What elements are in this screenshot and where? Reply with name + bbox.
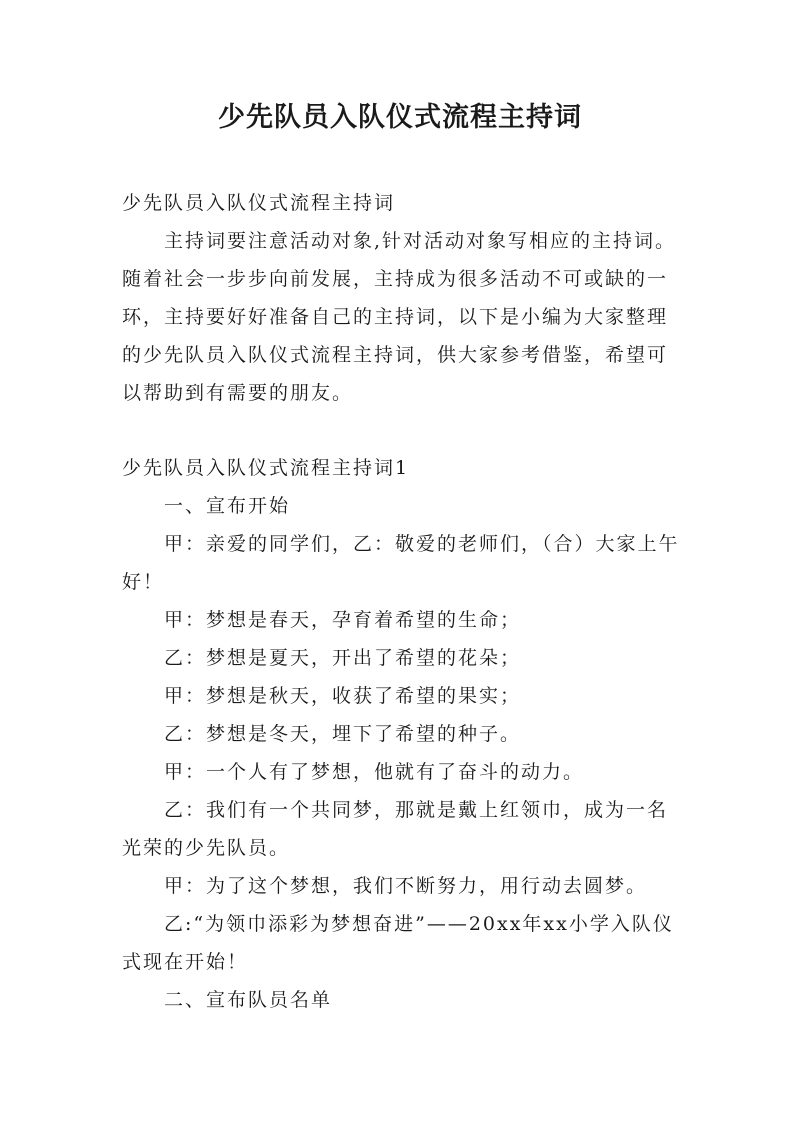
body-line: 甲：为了这个梦想，我们不断努力，用行动去圆梦。 xyxy=(164,875,648,897)
intro-heading: 少先队员入队仪式流程主持词 xyxy=(122,192,396,214)
body-line: 乙：梦想是冬天，埋下了希望的种子。 xyxy=(164,723,522,745)
body-line: 二、宣布队员名单 xyxy=(164,989,333,1011)
body-line: 乙：我们有一个共同梦，那就是戴上红领巾，成为一名光荣的少先队员。 xyxy=(122,799,669,859)
body-line: 一、宣布开始 xyxy=(164,495,291,517)
intro-section xyxy=(122,184,682,412)
body-line: 乙：梦想是夏天，开出了希望的花朵； xyxy=(164,647,522,669)
body-line: 甲：亲爱的同学们，乙：敬爱的老师们，（合）大家上午好！ xyxy=(122,533,680,593)
body-line: 甲：梦想是春天，孕育着希望的生命； xyxy=(164,609,522,631)
body-line: 乙:“为领巾添彩为梦想奋进”——20xx年xx小学入队仪式现在开始！ xyxy=(122,913,674,973)
section-1-heading: 少先队员入队仪式流程主持词1 xyxy=(122,457,410,479)
document-title: 少先队员入队仪式流程主持词 xyxy=(218,102,582,133)
body-line: 甲：梦想是秋天，收获了希望的果实； xyxy=(164,685,522,707)
intro-paragraph: 主持词要注意活动对象,针对活动对象写相应的主持词。随着社会一步步向前发展，主持成为很多活动不可或缺的一环，主持要好好准备自己的主持词，以下是小编为大家整理的少先队员入队仪式流程主持词，供大家参考借鉴，希望可以帮助到有需要的朋友。 xyxy=(122,230,677,404)
body-line: 甲：一个人有了梦想，他就有了奋斗的动力。 xyxy=(164,761,585,783)
section-1 xyxy=(122,449,682,1019)
